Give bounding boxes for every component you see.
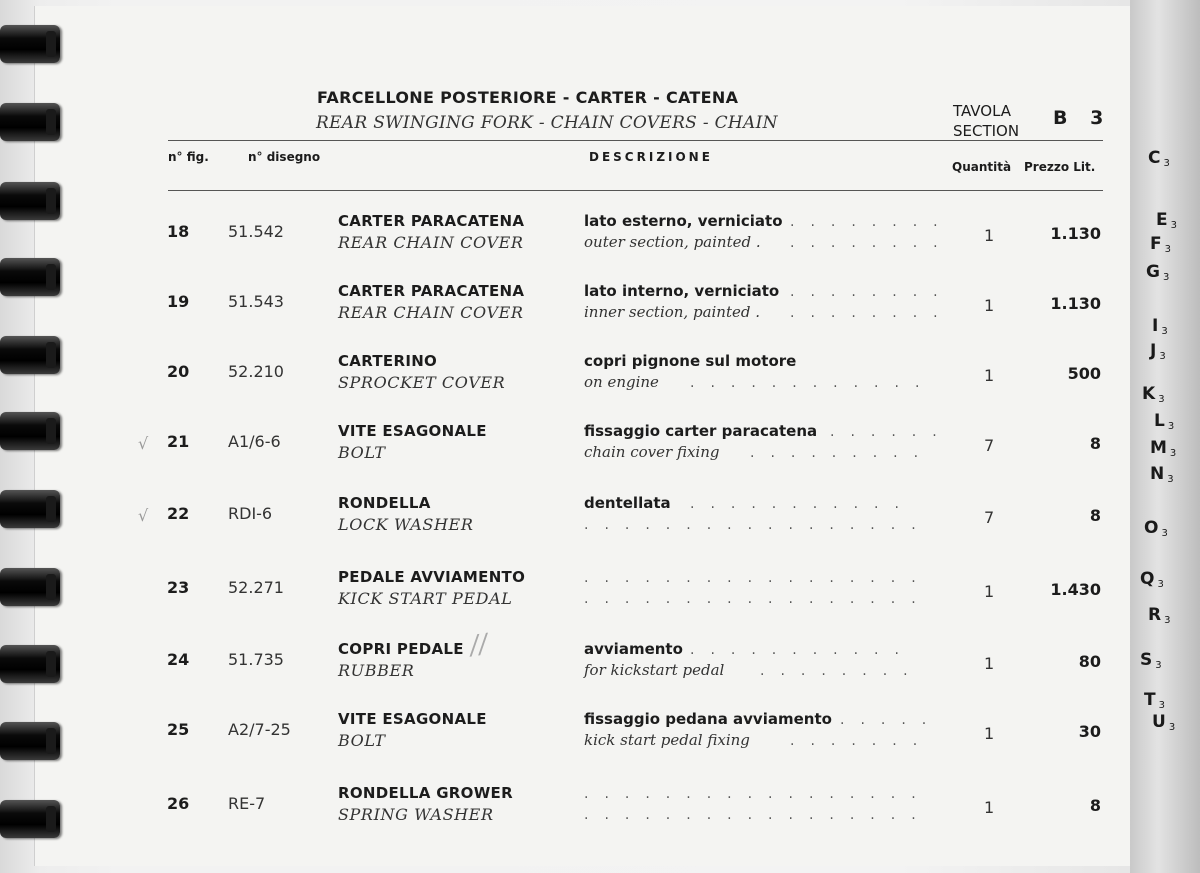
check-mark: √: [138, 434, 149, 453]
part-name-italian: CARTER PARACATENA: [338, 282, 525, 300]
tab-o[interactable]: O $_3$: [1144, 518, 1168, 539]
check-mark: √: [138, 506, 149, 525]
leader-dots: ........: [760, 663, 924, 679]
description-italian: copri pignone sul motore: [584, 352, 797, 370]
leader-dots: .................: [584, 570, 932, 586]
table-row: [0, 494, 1200, 562]
price: 500: [1067, 364, 1101, 383]
quantity: 1: [984, 226, 995, 245]
table-row: [0, 640, 1200, 708]
tab-j[interactable]: J $_3$: [1150, 341, 1166, 362]
binding-ring: [0, 182, 60, 220]
leader-dots: ........: [790, 284, 954, 300]
fig-number: 24: [167, 650, 190, 669]
table-row: [0, 422, 1200, 490]
drawing-number: A2/7-25: [228, 720, 291, 739]
section-label-en: SECTION: [953, 122, 1020, 140]
drawing-number: 51.735: [228, 650, 284, 669]
tab-k[interactable]: K $_3$: [1142, 384, 1165, 405]
price: 8: [1089, 506, 1101, 525]
leader-dots: ........: [790, 214, 954, 230]
section-code: B 3: [1053, 107, 1112, 129]
page-title-italian: FARCELLONE POSTERIORE - CARTER - CATENA: [317, 88, 739, 107]
quantity: 7: [984, 436, 995, 455]
price: 80: [1078, 652, 1101, 671]
header-rule-top: [168, 140, 1103, 141]
part-name-english: KICK START PEDAL: [338, 589, 513, 608]
table-row: [0, 282, 1200, 350]
part-name-italian: VITE ESAGONALE: [338, 422, 487, 440]
table-row: [0, 710, 1200, 778]
tab-r[interactable]: R $_3$: [1148, 605, 1171, 626]
leader-dots: .................: [584, 807, 932, 823]
col-header-disegno: n° disegno: [248, 150, 321, 164]
tab-s[interactable]: S $_3$: [1140, 650, 1162, 671]
tab-g[interactable]: G $_3$: [1146, 262, 1170, 283]
part-name-english: BOLT: [338, 731, 386, 750]
table-row: [0, 352, 1200, 420]
tab-t[interactable]: T $_3$: [1144, 690, 1165, 711]
fig-number: 25: [167, 720, 190, 739]
description-italian: fissaggio carter paracatena: [584, 422, 818, 440]
col-header-fig: n° fig.: [168, 150, 209, 164]
fig-number: 26: [167, 794, 190, 813]
part-name-italian: CARTER PARACATENA: [338, 212, 525, 230]
drawing-number: 51.542: [228, 222, 284, 241]
quantity: 7: [984, 508, 995, 527]
part-name-english: SPROCKET COVER: [338, 373, 506, 392]
drawing-number: 51.543: [228, 292, 284, 311]
tab-f[interactable]: F $_3$: [1150, 234, 1171, 255]
price: 1.430: [1050, 580, 1101, 599]
drawing-number: 52.210: [228, 362, 284, 381]
quantity: 1: [984, 582, 995, 601]
quantity: 1: [984, 798, 995, 817]
binding-ring: [0, 25, 60, 63]
leader-dots: .....: [840, 712, 943, 728]
drawing-number: A1/6-6: [228, 432, 281, 451]
price: 8: [1089, 796, 1101, 815]
description-italian: lato esterno, verniciato: [584, 212, 783, 230]
quantity: 1: [984, 654, 995, 673]
description-english: kick start pedal fixing: [584, 731, 750, 749]
col-header-quantita: Quantità: [952, 160, 1012, 174]
fig-number: 20: [167, 362, 190, 381]
part-name-italian: PEDALE AVVIAMENTO: [338, 568, 526, 586]
table-row: [0, 212, 1200, 280]
description-italian: avviamento: [584, 640, 683, 658]
tab-q[interactable]: Q $_3$: [1140, 569, 1164, 590]
leader-dots: .................: [584, 786, 932, 802]
part-name-english: REAR CHAIN COVER: [338, 303, 524, 322]
part-name-italian: RONDELLA: [338, 494, 431, 512]
drawing-number: RDI-6: [228, 504, 273, 523]
drawing-number: RE-7: [228, 794, 266, 813]
drawing-number: 52.271: [228, 578, 284, 597]
tab-i[interactable]: I $_3$: [1152, 316, 1168, 337]
table-row: [0, 568, 1200, 636]
col-header-prezzo: Prezzo Lit.: [1024, 160, 1096, 174]
description-italian: fissaggio pedana avviamento: [584, 710, 832, 728]
col-header-descrizione: DESCRIZIONE: [589, 150, 713, 164]
header-rule-bottom: [168, 190, 1103, 191]
tab-u[interactable]: U $_3$: [1152, 712, 1176, 733]
table-row: [0, 784, 1200, 852]
description-english: on engine: [584, 373, 659, 391]
leader-dots: ...........: [690, 496, 915, 512]
fig-number: 19: [167, 292, 190, 311]
leader-dots: .................: [584, 517, 932, 533]
description-english: for kickstart pedal: [584, 661, 725, 679]
leader-dots: ............: [690, 375, 936, 391]
section-label: [953, 101, 1019, 141]
leader-dots: .........: [750, 445, 935, 461]
tab-m[interactable]: M $_3$: [1150, 438, 1177, 459]
leader-dots: .................: [584, 591, 932, 607]
part-name-english: REAR CHAIN COVER: [338, 233, 524, 252]
price: 1.130: [1050, 224, 1101, 243]
part-name-english: RUBBER: [338, 661, 415, 680]
description-english: inner section, painted .: [584, 303, 761, 321]
tavola-label: TAVOLA: [953, 102, 1012, 120]
part-name-english: SPRING WASHER: [338, 805, 494, 824]
part-name-italian: RONDELLA GROWER: [338, 784, 513, 802]
description-english: outer section, painted .: [584, 233, 761, 251]
leader-dots: ........: [790, 305, 954, 321]
description-italian: lato interno, verniciato: [584, 282, 780, 300]
tab-l[interactable]: L $_3$: [1154, 411, 1175, 432]
quantity: 1: [984, 366, 995, 385]
pencil-annotation: ∕∕: [467, 628, 490, 662]
quantity: 1: [984, 724, 995, 743]
leader-dots: .......: [790, 733, 934, 749]
part-name-english: LOCK WASHER: [338, 515, 474, 534]
description-english: chain cover fixing: [584, 443, 720, 461]
part-name-italian: VITE ESAGONALE: [338, 710, 487, 728]
description-italian: dentellata: [584, 494, 671, 512]
leader-dots: ......: [830, 424, 953, 440]
fig-number: 18: [167, 222, 190, 241]
leader-dots: ...........: [690, 642, 915, 658]
leader-dots: ........: [790, 235, 954, 251]
price: 30: [1078, 722, 1101, 741]
quantity: 1: [984, 296, 995, 315]
part-name-italian: COPRI PEDALE: [338, 640, 464, 658]
page-title-english: REAR SWINGING FORK - CHAIN COVERS - CHAIN: [316, 113, 778, 133]
binding-ring: [0, 103, 60, 141]
part-name-italian: CARTERINO: [338, 352, 438, 370]
price: 8: [1089, 434, 1101, 453]
fig-number: 22: [167, 504, 190, 523]
fig-number: 21: [167, 432, 190, 451]
tab-n[interactable]: N $_3$: [1150, 464, 1174, 485]
tab-c[interactable]: C $_3$: [1148, 148, 1170, 169]
part-name-english: BOLT: [338, 443, 386, 462]
tab-e[interactable]: E $_3$: [1156, 210, 1177, 231]
price: 1.130: [1050, 294, 1101, 313]
fig-number: 23: [167, 578, 190, 597]
